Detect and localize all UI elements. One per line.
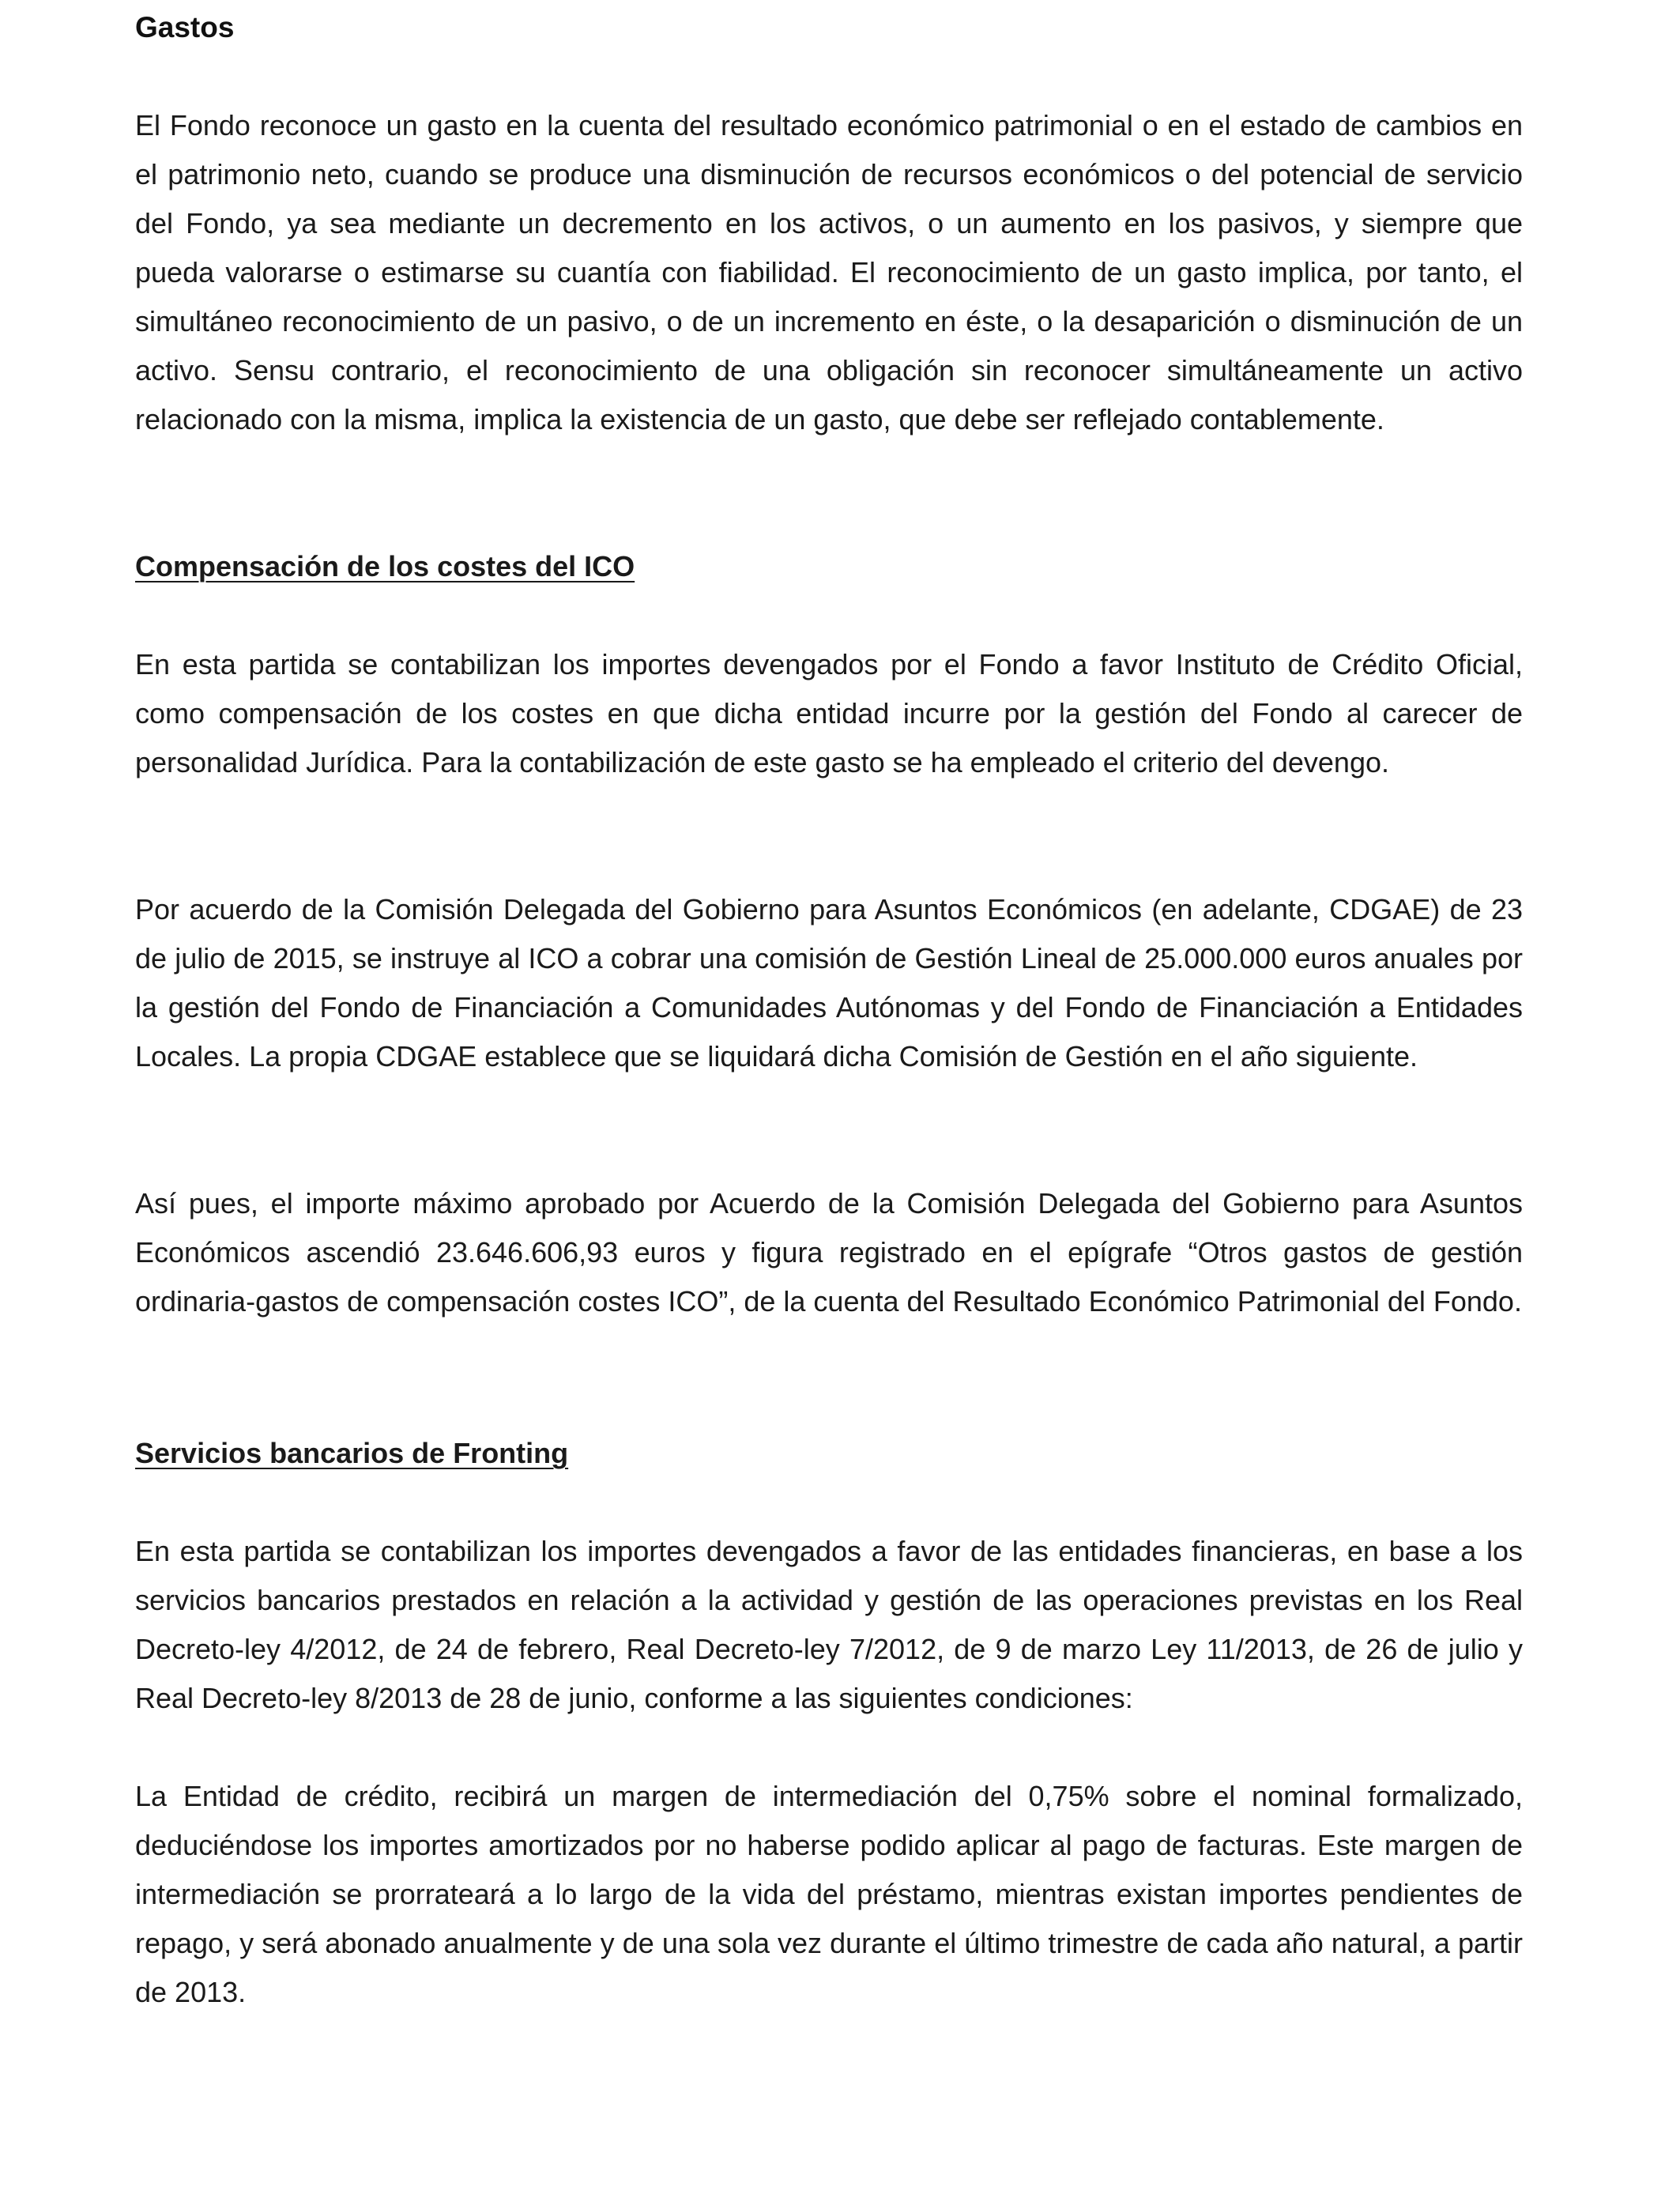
fronting-paragraph-2-block xyxy=(135,1772,1523,2017)
ico-paragraph-2: Por acuerdo de la Comisión Delegada del Gobierno para Asuntos Económicos (en adelante, CDGAE) de 23 de julio de 2015, se instruye al ICO a cobrar una comisión de Gestión Lineal de 25.000.000 euros anuales por la gestión del Fondo de Financiación a Comunidades Autónomas y del Fondo de Financiación a Entidades Locales. La propia CDGAE establece que se liquidará dicha Comisión de Gestión en el año siguiente. xyxy=(135,893,1523,1072)
section-heading-gastos: Gastos xyxy=(135,11,235,43)
ico-paragraph-3: Así pues, el importe máximo aprobado por Acuerdo de la Comisión Delegada del Gobierno para Asuntos Económicos ascendió 23.646.606,93 euros y figura registrado en el epígrafe “Otros gastos de gestión ordinaria-gastos de compensación costes ICO”, de la cuenta del Resultado Económico Patrimonial del Fondo. xyxy=(135,1187,1523,1318)
intro-paragraph: El Fondo reconoce un gasto en la cuenta del resultado económico patrimonial o en el estado de cambios en el patrimonio neto, cuando se produce una disminución de recursos económicos o del potencial de servicio del Fondo, ya sea mediante un decremento en los activos, o un aumento en los pasivos, y siempre que pueda valorarse o estimarse su cuantía con fiabilidad. El reconocimiento de un gasto implica, por tanto, el simultáneo reconocimiento de un pasivo, o de un incremento en éste, o la desaparición o disminución de un activo. Sensu contrario, el reconocimiento de una obligación sin reconocer simultáneamente un activo relacionado con la misma, implica la existencia de un gasto, que debe ser reflejado contablemente. xyxy=(135,109,1523,435)
intro-paragraph-block xyxy=(135,101,1523,444)
ico-paragraph-2-block xyxy=(135,885,1523,1081)
fronting-paragraph-2: La Entidad de crédito, recibirá un margen de intermediación del 0,75% sobre el nominal formalizado, deduciéndose los importes amortizados por no haberse podido aplicar al pago de facturas. Este margen de intermediación se prorrateará a lo largo de la vida del préstamo, mientras existan importes pendientes de repago, y será abonado anualmente y de una sola vez durante el último trimestre de cada año natural, a partir de 2013. xyxy=(135,1780,1523,2008)
subheading-servicios-fronting: Servicios bancarios de Fronting xyxy=(135,1437,569,1469)
ico-paragraph-1: En esta partida se contabilizan los importes devengados por el Fondo a favor Instituto de Crédito Oficial, como compensación de los costes en que dicha entidad incurre por la gestión del Fondo al carecer de personalidad Jurídica. Para la contabilización de este gasto se ha empleado el criterio del devengo. xyxy=(135,648,1523,778)
fronting-paragraph-1: En esta partida se contabilizan los importes devengados a favor de las entidades financieras, en base a los servicios bancarios prestados en relación a la actividad y gestión de las operaciones previstas en los Real Decreto-ley 4/2012, de 24 de febrero, Real Decreto-ley 7/2012, de 9 de marzo Ley 11/2013, de 26 de julio y Real Decreto-ley 8/2013 de 28 de junio, conforme a las siguientes condiciones: xyxy=(135,1535,1523,1714)
ico-paragraph-1-block xyxy=(135,640,1523,787)
fronting-paragraph-1-block xyxy=(135,1527,1523,1723)
ico-paragraph-3-block xyxy=(135,1179,1523,1326)
subheading-compensacion-ico: Compensación de los costes del ICO xyxy=(135,550,635,582)
